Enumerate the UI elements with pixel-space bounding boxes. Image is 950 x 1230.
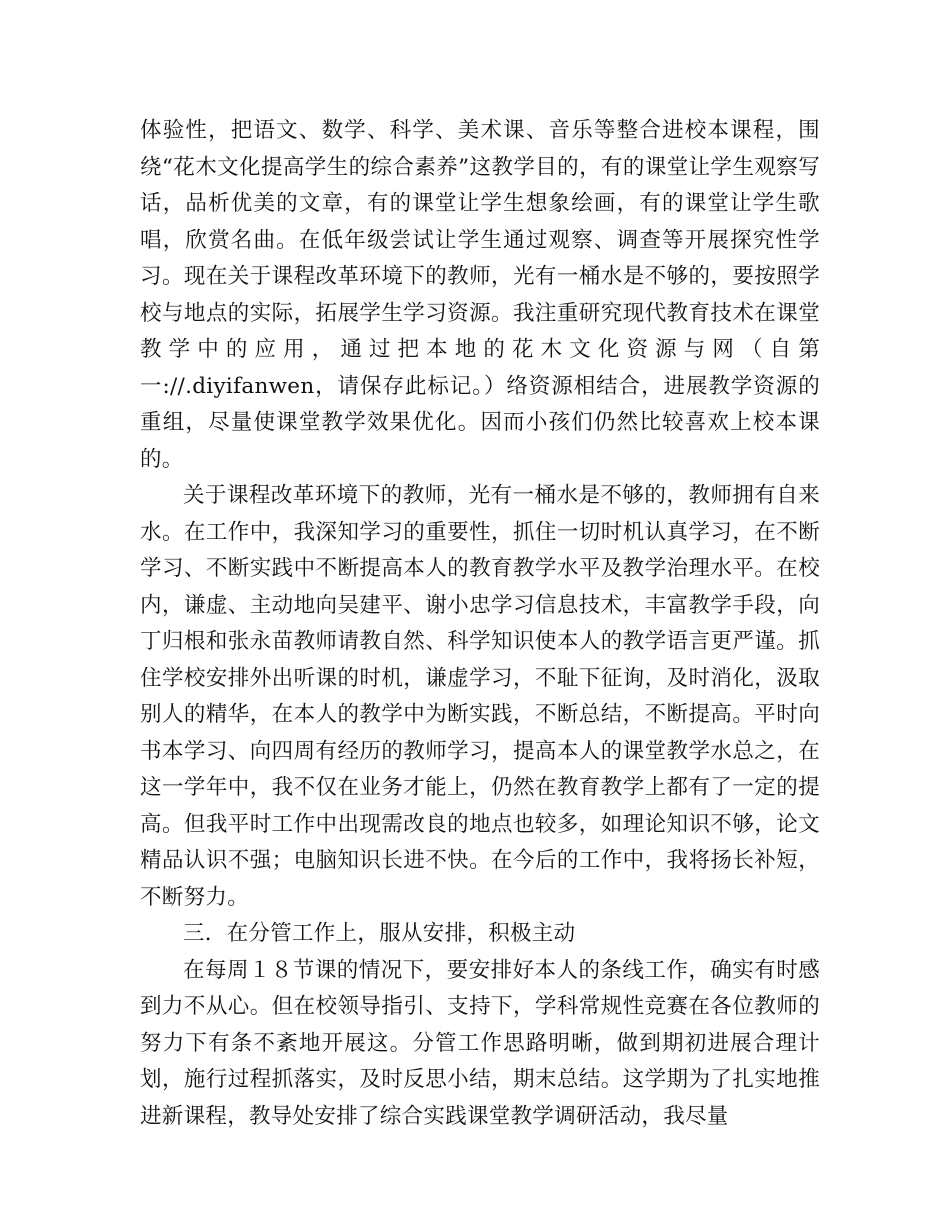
section-heading: 三．在分管工作上，服从安排，积极主动: [183, 921, 576, 946]
paragraph-1: 体验性，把语文、数学、科学、美术课、音乐等整合进校本课程，围绕“花木文化提高学生的综合素养”这教学目的，有的课堂让学生观察写话，品析优美的文章，有的课堂让学生想象绘画，有的课堂让学生歌唱，欣赏名曲。在低年级尝试让学生通过观察、调查等开展探究性学习。现在关于课程改革环境下的教师，光有一桶水是不够的，要按照学校与地点的实际，拓展学生学习资源。我注重研究现代教育技术在课堂教学中的应用，通过把本地的花木文化资源与网（自第一://.diyifanwen，请保存此标记。）络资源相结合，进展教学资源的重组，尽量使课堂教学效果优化。因而小孩们仍然比较喜欢上校本课的。: [140, 118, 820, 472]
document-page: [140, 113, 820, 1135]
paragraph-2: 关于课程改革环境下的教师，光有一桶水是不够的，教师拥有自来水。在工作中，我深知学习的重要性，抓住一切时机认真学习，在不断学习、不断实践中不断提高本人的教育教学水平及教学治理水平。在校内，谦虚、主动地向吴建平、谢小忠学习信息技术，丰富教学手段，向丁归根和张永苗教师请教自然、科学知识使本人的教学语言更严谨。抓住学校安排外出听课的时机，谦虚学习，不耻下征询，及时消化，汲取别人的精华，在本人的教学中为断实践，不断总结，不断提高。平时向书本学习、向四周有经历的教师学习，提高本人的课堂教学水总之，在这一学年中，我不仅在业务才能上，仍然在教育教学上都有了一定的提高。但我平时工作中出现需改良的地点也较多，如理论知识不够，论文精品认识不强；电脑知识长进不快。在今后的工作中，我将扬长补短，不断努力。: [140, 483, 820, 910]
paragraph-3: 在每周１８节课的情况下，要安排好本人的条线工作，确实有时感到力不从心。但在校领导指引、支持下，学科常规性竞赛在各位教师的努力下有条不紊地开展这。分管工作思路明晰，做到期初进展合理计划，施行过程抓落实，及时反思小结，期末总结。这学期为了扎实地推进新课程，教导处安排了综合实践课堂教学调研活动，我尽量: [140, 957, 820, 1129]
